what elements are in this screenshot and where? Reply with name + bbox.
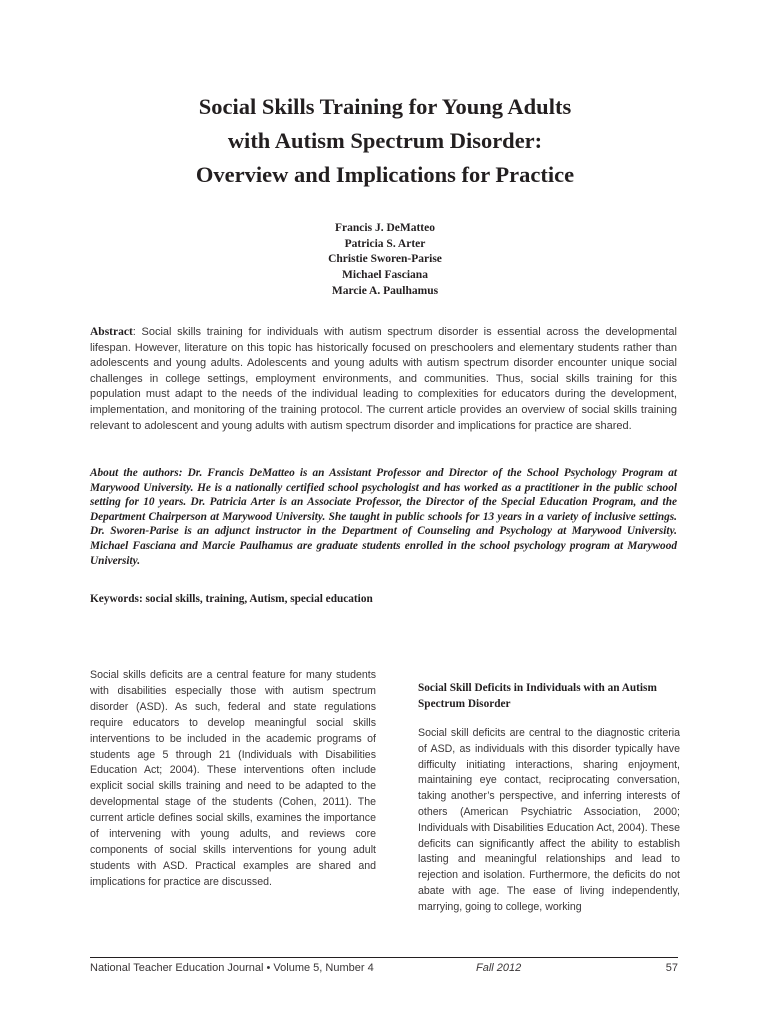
abstract-label: Abstract [90,326,133,338]
section-paragraph: Social skill deficits are central to the diagnostic criteria of ASD, as individuals with this disorder typically have difficulty initiating interactions, sharing enjoyment, maintaining eye contact, reciprocating conversation, taking another’s perspective, and inferring interests of others (American Psychiatric Association, 2000; Individuals with Disabilities Education Act, 2004). These deficits can significantly affect the ability to establish lasting and meaningful relationships and lead to rejection and isolation. Furthermore, the deficits do not abate with age. The ease of living independently, marrying, going to college, working [418,727,680,913]
section-heading: Social Skill Deficits in Individuals with an Autism Spectrum Disorder [418,682,657,710]
author-list [90,221,680,300]
title-line-3: Overview and Implications for Practice [195,162,575,187]
title-line-2: with Autism Spectrum Disorder: [227,128,543,153]
author-name: Christie Sworen-Parise [328,253,442,266]
intro-paragraph: Social skills deficits are a central feature for many students with disabilities especially those with autism spectrum disorder (ASD). As such, federal and state regulations require educators to develop meaningful social skills interventions to be included in the academic programs of students age 5 through 21 (Individuals with Disabilities Education Act; 2004). These interventions often include explicit social skills training and need to be adapted to the developmental stage of the students (Cohen, 2011). The current article defines social skills, examines the importance of intervening with young adults, and reviews core components of social skills interventions for young adult students with ASD. Practical examples are shared and implications for practice are discussed. [90,669,376,888]
page-number: 57 [665,962,678,974]
issue-season: Fall 2012 [476,962,522,974]
author-name: Marcie A. Paulhamus [331,284,439,297]
article-title [90,90,680,192]
author-name: Michael Fasciana [342,269,428,282]
abstract [90,325,677,434]
abstract-text: : Social skills training for individuals with autism spectrum disorder is essential across the developmental lifespan. However, literature on this topic has historically focused on preschoolers and elementary students rather than adolescents and young adults. Adolescents and young adults with autism spectrum disorder encounter unique social challenges in college settings, employment environments, and communities. Thus, social skills training for this population must adapt to the needs of the individual leading to complexities for educators during the development, implementation, and monitoring of the training protocol. The current article provides an overview of social skills training relevant to adolescent and young adults with autism spectrum disorder and implications for practice are shared. [90,326,677,432]
about-the-authors: About the authors: Dr. Francis DeMatteo is an Assistant Professor and Director of the School Psychology Program at Marywood University. He is a nationally certified school psychologist and has worked as a practitioner in the public school setting for 10 years. Dr. Patricia Arter is an Associate Professor, the Director of the Special Education Program, and the Department Chairperson at Marywood University. She taught in public schools for 13 years in a variety of inclusive settings. Dr. Sworen-Parise is an adjunct instructor in the Department of Counseling and Psychology at Marywood University. Michael Fasciana and Marcie Paulhamus are graduate students enrolled in the school psychology program at Marywood University. [90,467,677,567]
author-name: Patricia S. Arter [344,237,426,250]
keywords: Keywords: social skills, training, Autism, special education [90,593,373,605]
page-footer [90,962,678,978]
author-name: Francis J. DeMatteo [335,222,435,234]
journal-name: National Teacher Education Journal • Volume 5, Number 4 [90,962,374,974]
footer-divider [90,957,678,958]
title-line-1: Social Skills Training for Young Adults [198,94,572,119]
